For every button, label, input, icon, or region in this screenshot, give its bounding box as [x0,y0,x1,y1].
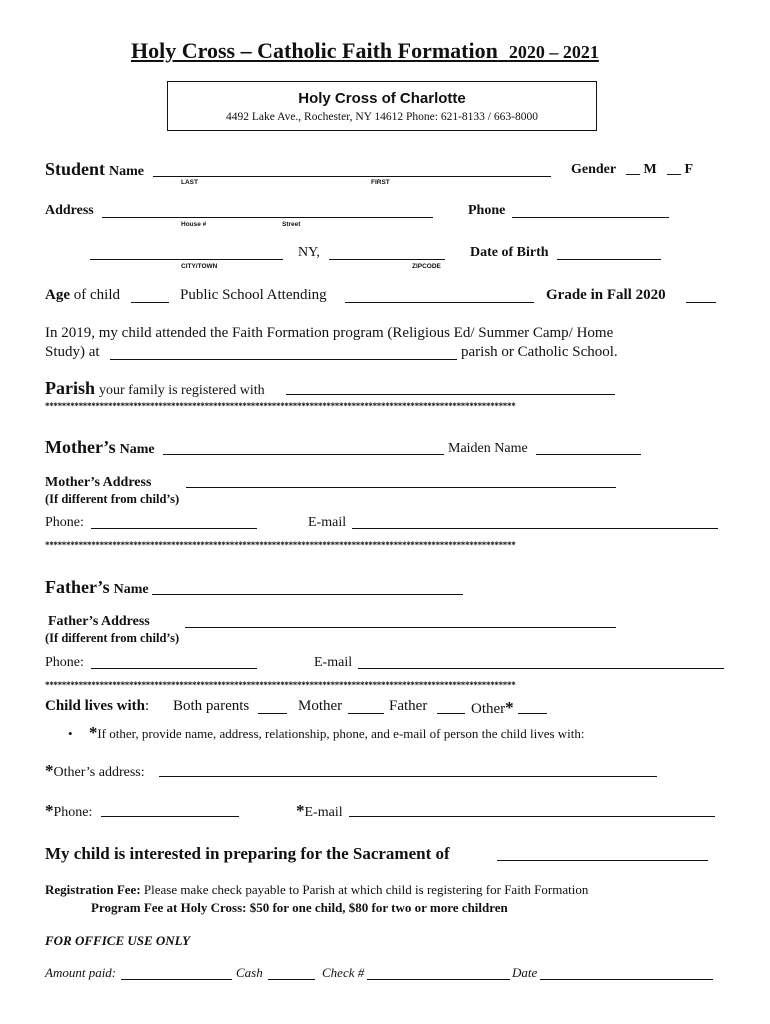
mother-email-input[interactable] [352,528,718,529]
other-option-input[interactable] [518,713,547,714]
mother-address-label: Mother’s Address [45,475,152,490]
lives-with-row [45,698,149,715]
ny-label: NY, [298,245,320,260]
father-if-different: (If different from child’s) [45,631,180,645]
other-email-label: E-mail [304,805,343,820]
parish-label-rest: your family is registered with [99,383,265,398]
school-label: Public School Attending [180,287,327,303]
cash-label: Cash [236,965,263,980]
first-label: FIRST [371,179,390,186]
parish-label [45,378,265,399]
other-phone-row [45,801,92,821]
cash-input[interactable] [268,979,315,980]
mother-phone-input[interactable] [91,528,257,529]
fee-text: Please make check payable to Parish at which child is registering for Faith Formation [140,882,589,897]
history-line1: In 2019, my child attended the Faith Formation program (Religious Ed/ Summer Camp/ Home [45,325,614,341]
father-address-label: Father’s Address [48,614,150,629]
grade-input[interactable] [686,302,716,303]
parish-input[interactable] [286,394,615,395]
mother-option-input[interactable] [348,713,384,714]
other-phone-star: * [45,801,54,820]
name-label: Name [109,164,145,179]
bullet-text: If other, provide name, address, relationship, phone, and e-mail of person the child lives with: [97,726,585,741]
father-option-label: Father [389,698,428,714]
student-name-label [45,159,144,180]
mother-phone-label: Phone: [45,515,84,530]
student-label: Student [45,159,106,179]
mother-name-word: Name [119,442,155,457]
other-phone-input[interactable] [101,816,239,817]
check-input[interactable] [367,979,510,980]
sacrament-input[interactable] [497,860,708,861]
mother-label-big: Mother’s [45,437,116,457]
address-input[interactable] [102,217,433,218]
parish-label-big: Parish [45,378,96,398]
other-label: Other [471,701,506,717]
other-email-row [296,801,343,821]
age-label-rest: of child [73,287,120,303]
last-label: LAST [181,179,198,186]
other-star: * [505,698,514,717]
title-text: Holy Cross – Catholic Faith Formation [131,38,498,63]
others-address-input[interactable] [159,776,657,777]
father-email-input[interactable] [358,668,724,669]
others-address-label: Other’s address: [53,765,145,780]
mother-name-input[interactable] [163,454,444,455]
father-phone-input[interactable] [91,668,257,669]
date-label: Date [512,965,538,980]
father-name-input[interactable] [152,594,463,595]
grade-label: Grade in Fall 2020 [546,287,666,303]
check-label: Check # [322,965,365,980]
phone-label: Phone [468,203,506,218]
gender-f-option[interactable]: __ F [667,162,694,177]
father-label-big: Father’s [45,577,110,597]
bullet-star: * [88,723,98,742]
phone-input[interactable] [512,217,669,218]
dob-input[interactable] [557,259,661,260]
bullet-icon: • [68,726,73,741]
school-input[interactable] [345,302,534,303]
gender-label: Gender [571,162,617,177]
age-label-bold: Age [45,287,70,303]
father-option-input[interactable] [437,713,465,714]
amount-paid-input[interactable] [121,979,232,980]
city-label: CITY/TOWN [181,263,218,270]
mother-name-label [45,437,155,458]
others-address-row [45,761,145,781]
father-phone-label: Phone: [45,655,84,670]
sacrament-label: My child is interested in preparing for the Sacrament of [45,844,450,863]
amount-paid-label: Amount paid: [45,965,117,980]
separator-3: **************************************************************************************************************** [45,680,516,690]
house-label: House # [181,221,207,228]
history-parish-input[interactable] [110,359,457,360]
father-name-word: Name [113,582,149,597]
lives-with-colon: : [145,698,150,714]
program-fee: Program Fee at Holy Cross: $50 for one child, $80 for two or more children [91,900,508,915]
mother-if-different: (If different from child’s) [45,492,180,506]
fee-row [45,882,588,898]
history-line2-end: parish or Catholic School. [461,344,618,360]
office-heading: FOR OFFICE USE ONLY [45,933,191,948]
others-address-star: * [45,761,54,780]
street-label: Street [282,221,301,228]
date-input[interactable] [540,979,713,980]
student-name-input[interactable] [153,176,551,177]
zip-label: ZIPCODE [412,263,441,270]
gender-m-option[interactable]: __ M [626,162,657,177]
age-label [45,287,120,304]
age-input[interactable] [131,302,169,303]
father-email-label: E-mail [314,655,353,670]
other-option-label [471,698,514,718]
lives-with-label: Child lives with [45,698,146,714]
separator-2: **************************************************************************************************************** [45,540,516,550]
father-address-input[interactable] [185,627,616,628]
mother-address-input[interactable] [186,487,616,488]
title-year: 2020 – 2021 [508,42,599,62]
both-parents-label: Both parents [173,698,250,714]
father-name-label [45,577,149,598]
separator-1: **************************************************************************************************************** [45,401,516,411]
mother-option-label: Mother [298,698,343,714]
parish-box-address: 4492 Lake Ave., Rochester, NY 14612 Phone: 621-8133 / 663-8000 [226,111,538,123]
other-phone-label: Phone: [53,805,93,820]
maiden-name-label: Maiden Name [448,441,528,456]
address-label: Address [45,203,94,218]
dob-label: Date of Birth [470,245,549,260]
parish-box-title: Holy Cross of Charlotte [298,90,466,107]
city-input[interactable] [90,259,283,260]
maiden-name-input[interactable] [536,454,641,455]
mother-email-label: E-mail [308,515,347,530]
history-line2-start: Study) at [45,344,100,360]
zip-input[interactable] [329,259,445,260]
other-email-star: * [296,801,305,820]
both-parents-input[interactable] [258,713,287,714]
bullet-row [68,723,585,743]
form-title [131,38,599,64]
other-email-input[interactable] [349,816,715,817]
fee-label: Registration Fee: [45,882,141,897]
